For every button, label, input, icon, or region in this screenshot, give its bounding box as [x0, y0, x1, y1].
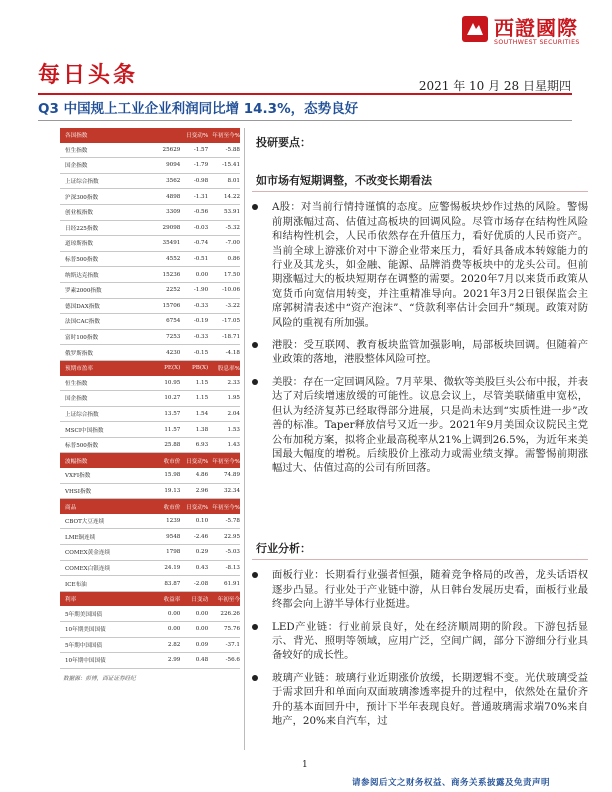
table-cell: -10.06 [222, 287, 240, 294]
table-row [60, 653, 240, 669]
table-row [60, 143, 240, 159]
doc-title: 每日头条 [38, 63, 139, 88]
table-cell: 富时100指数 [65, 335, 99, 342]
table-cell: 上证综合指数 [65, 179, 99, 186]
table-cell: 1239 [166, 518, 181, 525]
header-cell: 日变动% [186, 133, 209, 140]
table-section-header [60, 128, 240, 143]
table-row [60, 545, 240, 561]
table-cell: 道琼斯指数 [65, 241, 93, 248]
table-cell: 1.38 [195, 426, 209, 433]
table-cell: 2.04 [227, 410, 240, 417]
header-cell: 年初至今% [212, 504, 240, 511]
table-cell: 25.88 [164, 442, 181, 449]
table-cell: 5年期中国国债 [65, 642, 103, 649]
bullet-text: 美股：存在一定回调风险。7月苹果、微软等美股巨头公布中报，并表达了对后续增速放缓的可能性。议息会议上，尽管美联储重申宽松，但认为经济复苏已经取得部分进展，只是尚未达到“实质性进一步”改善的标准。Taper释放信号又近一步。2021年9月美国众议院民主党公布加税方案，拟将企业最高税率从21%上调到26.5%，为近年来美国最大幅度的增税。后续股价上涨动力或需业绩支撑。需警惕前期涨幅过大、估值过高的公司有所回落。 [272, 375, 588, 475]
table-cell: LME铜连续 [65, 534, 96, 541]
table-cell: 2.33 [227, 379, 240, 386]
table-cell: 0.48 [195, 657, 209, 664]
table-cell: -0.19 [193, 318, 209, 325]
table-cell: 0.00 [167, 610, 181, 617]
table-cell: 标普500指数 [65, 443, 99, 450]
table-cell: 15236 [162, 271, 181, 278]
bullet-item [252, 568, 588, 611]
table-cell: -1.79 [193, 162, 209, 169]
table-cell: 15706 [162, 302, 181, 309]
table-cell: 0.10 [195, 518, 209, 525]
table-section-header [60, 499, 240, 514]
table-cell: 11.57 [164, 426, 181, 433]
brand-logo [462, 12, 602, 60]
table-cell: 61.91 [223, 580, 240, 587]
table-cell: 3309 [166, 209, 181, 216]
table-row [60, 174, 240, 190]
header-cell: 日变动 [191, 597, 209, 604]
headline: Q3 中国规上工业企业利润同比增 14.3%，态势良好 [38, 101, 359, 117]
table-cell: 5年期美国国债 [65, 611, 103, 618]
table-cell: CBOT大豆连续 [65, 519, 105, 526]
header-rule [38, 93, 572, 95]
table-cell: 19.13 [164, 487, 181, 494]
table-cell: -37.1 [225, 641, 240, 648]
table-row [60, 236, 240, 252]
table-cell: 0.00 [195, 610, 209, 617]
bullet-item [252, 671, 588, 729]
table-cell: 4.86 [195, 472, 209, 479]
table-source: 数据源：彭博，西证证券经纪 [63, 675, 136, 682]
table-row [60, 561, 240, 577]
table-cell: 1.15 [195, 395, 209, 402]
header-cell: 日变动% [186, 504, 209, 511]
table-cell: 53.91 [223, 209, 240, 216]
table-cell: 8.01 [227, 178, 240, 185]
table-cell: 1798 [166, 549, 181, 556]
table-row [60, 205, 240, 221]
header-cell: 年初至今 [217, 597, 240, 604]
industry-list [252, 568, 588, 728]
table-row [60, 606, 240, 622]
table-cell: 75.76 [223, 626, 240, 633]
table-cell: 0.00 [195, 271, 209, 278]
table-cell: 10年期美国国债 [65, 627, 106, 634]
table-cell: 22.95 [223, 533, 240, 540]
table-cell: 日经225指数 [65, 225, 99, 232]
table-cell: COMEX白银连续 [65, 565, 111, 572]
table-row [60, 529, 240, 545]
header-cell: PB(X) [191, 365, 209, 372]
table-cell: 24.19 [164, 564, 181, 571]
market-list [252, 200, 588, 475]
table-cell: 35491 [162, 240, 181, 247]
market-title: 如市场有短期调整，不改变长期看法 [256, 174, 432, 187]
invest-title: 投研要点： [256, 136, 311, 149]
bullet-text: A股：对当前行情持谨慎的态度。应警惕板块炒作过热的风险。警惕前期涨幅过高、估值过高板块的回调风险。尽管市场存在结构性风险和结构性机会，人民币依然存在升值压力，看好优质的人民币资产。当前全球上游涨价对中下游企业带来压力，看好具备成本转嫁能力的行业及其龙头，如金融、能源、品牌消费等板块中的龙头公司。但前期涨幅过大的板块短期存在调整的需要。2020年7月以来货币政策从宽货币向宽信用转变，并注重精准导向。2021年3月2日银保监会主席郭树清表述中“资产泡沫”、“贷款利率估计会回升”频现。政策对防风险的重视有所加强。 [272, 201, 588, 329]
header-cell: 收市价 [163, 504, 181, 511]
table-cell: COMEX黄金连续 [65, 550, 111, 557]
table-cell: 4552 [166, 256, 181, 263]
header-cell: 利率 [65, 597, 77, 604]
report-date: 2021 年 10 月 28 日星期四 [418, 79, 571, 93]
table-cell: 2.99 [167, 657, 181, 664]
market-section [252, 174, 588, 484]
table-section-header [60, 361, 240, 376]
table-cell: 4230 [166, 349, 181, 356]
bullet-text: LED产业链：行业前景良好，处在经济顺周期的阶段。下游包括显示、背光、照明等领域，应用广泛，空间广阔，部分下游细分行业具备较好的成长性。 [272, 620, 588, 662]
table-row [60, 622, 240, 638]
table-row [60, 283, 240, 299]
table-section-header [60, 453, 240, 468]
table-cell: 沪深300指数 [65, 194, 99, 201]
table-row [60, 221, 240, 237]
table-cell: 10.27 [164, 395, 181, 402]
table-cell: 1.54 [195, 410, 209, 417]
header-cell: 日变动% [186, 458, 209, 465]
table-row [60, 158, 240, 174]
table-cell: 2.82 [167, 641, 181, 648]
bullet-text: 面板行业：长期看行业强者恒强，随着竞争格局的改善，龙头话语权逐步凸显。行业处于产业链中游，从日韩台发展历史看，面板行业最终都会向上游半导体行业挺进。 [272, 569, 588, 611]
table-cell: ICE布油 [65, 581, 87, 588]
table-cell: -3.22 [225, 302, 240, 309]
table-cell: 罗素2000指数 [65, 288, 102, 295]
table-row [60, 267, 240, 283]
table-cell: -5.78 [225, 518, 240, 525]
header-cell: 收市价 [163, 458, 181, 465]
table-row [60, 638, 240, 654]
table-cell: 国企指数 [65, 396, 88, 403]
logo-mark-icon [462, 16, 488, 42]
table-cell: -18.71 [222, 334, 240, 341]
bullet-item [252, 338, 588, 367]
table-cell: 法国CAC指数 [65, 319, 100, 326]
header-cell: 年初至今% [212, 458, 240, 465]
bullet-icon [252, 675, 258, 681]
table-cell: 2.96 [195, 487, 209, 494]
table-row [60, 299, 240, 315]
table-cell: 1.43 [227, 442, 240, 449]
table-row [60, 189, 240, 205]
table-cell: 9094 [166, 162, 181, 169]
table-cell: 1.95 [227, 395, 240, 402]
industry-title: 行业分析： [256, 542, 311, 555]
table-cell: 1.53 [227, 426, 240, 433]
bullet-text: 港股：受互联网、教育板块监管加强影响，局部板块回调。但随着产业政策的落地，港股整体风险可控。 [272, 339, 588, 366]
table-cell: 226.26 [220, 610, 240, 617]
footer-disclaimer: 请参阅后文之财务权益、商务关系披露及免责声明 [352, 778, 551, 788]
bullet-item [252, 375, 588, 476]
table-cell: VHSI指数 [65, 488, 92, 495]
table-cell: 恒生指数 [65, 380, 88, 387]
table-cell: -5.03 [225, 549, 240, 556]
table-cell: 3562 [166, 178, 181, 185]
table-row [60, 345, 240, 361]
brand-name-en: SOUTHWEST SECURITIES [494, 39, 580, 46]
table-row [60, 330, 240, 346]
table-cell: -0.51 [193, 256, 209, 263]
section-rule [252, 559, 588, 560]
table-cell: 上证综合指数 [65, 411, 99, 418]
table-cell: 纳斯达克指数 [65, 272, 99, 279]
table-cell: -2.08 [193, 580, 209, 587]
table-cell: 0.00 [195, 626, 209, 633]
table-cell: -0.98 [193, 178, 209, 185]
table-cell: -0.33 [193, 302, 209, 309]
table-cell: 7253 [166, 334, 181, 341]
table-row [60, 422, 240, 438]
table-cell: -15.41 [222, 162, 240, 169]
table-cell: 2252 [166, 287, 181, 294]
table-cell: -17.05 [222, 318, 240, 325]
table-cell: 74.89 [223, 472, 240, 479]
table-cell: 4898 [166, 193, 181, 200]
table-cell: -5.32 [225, 224, 240, 231]
headline-rule [38, 120, 572, 121]
table-cell: 0.00 [167, 626, 181, 633]
header-cell: 收益率 [163, 597, 181, 604]
table-row [60, 576, 240, 592]
table-cell: -0.74 [193, 240, 209, 247]
table-row [60, 314, 240, 330]
table-cell: -4.18 [225, 349, 240, 356]
bullet-icon [252, 624, 258, 630]
table-row [60, 376, 240, 392]
table-cell: -0.15 [193, 349, 209, 356]
section-rule [252, 191, 588, 192]
table-cell: 恒生指数 [65, 147, 88, 154]
table-cell: -1.57 [193, 146, 209, 153]
table-cell: -0.03 [193, 224, 209, 231]
table-cell: 10.95 [164, 379, 181, 386]
table-cell: 9548 [166, 533, 181, 540]
table-cell: 创业板指数 [65, 210, 93, 217]
table-cell: 25629 [162, 146, 181, 153]
table-cell: 14.22 [223, 193, 240, 200]
header-cell: 预期市盈率 [65, 366, 93, 373]
table-row [60, 252, 240, 268]
industry-section [252, 542, 588, 736]
table-cell: -0.33 [193, 334, 209, 341]
table-row [60, 514, 240, 530]
table-cell: 83.87 [164, 580, 181, 587]
table-cell: MSCI中国指数 [65, 427, 104, 434]
table-row [60, 484, 240, 500]
table-row [60, 438, 240, 454]
table-cell: 13.57 [164, 410, 181, 417]
bullet-item [252, 200, 588, 330]
table-row [60, 407, 240, 423]
table-section-header [60, 592, 240, 607]
table-cell: -0.56 [193, 209, 209, 216]
market-data-table [60, 128, 240, 682]
bullet-text: 玻璃产业链：玻璃行业近期涨价放缓，长期逻辑不变。光伏玻璃受益于需求回升和单面向双面玻璃渗透率提升的过程中，依然处在量价齐升的基本面回升中，预计下半年表现良好。普通玻璃需求端70%来自地产，20%来自汽车，过 [272, 671, 588, 728]
header-cell: 波幅指数 [65, 458, 88, 465]
table-cell: 标普500指数 [65, 257, 99, 264]
table-cell: 6754 [166, 318, 181, 325]
header-cell: 年初至今% [212, 133, 240, 140]
table-row [60, 468, 240, 484]
table-cell: 俄罗斯指数 [65, 350, 93, 357]
bullet-icon [252, 379, 258, 385]
table-cell: 10年期中国国债 [65, 658, 106, 665]
table-cell: -7.00 [225, 240, 240, 247]
table-cell: 15.98 [164, 472, 181, 479]
table-cell: -1.90 [193, 287, 209, 294]
table-cell: 0.86 [227, 256, 240, 263]
table-cell: -56.6 [225, 657, 240, 664]
table-cell: 德国DAX指数 [65, 303, 100, 310]
page-number: 1 [302, 760, 308, 770]
table-cell: 0.29 [195, 549, 209, 556]
table-cell: -1.31 [193, 193, 209, 200]
table-row [60, 391, 240, 407]
table-cell: 32.34 [223, 487, 240, 494]
table-cell: 国企指数 [65, 163, 88, 170]
invest-title-wrap [252, 136, 588, 150]
table-cell: VXFI指数 [65, 473, 91, 480]
bullet-item [252, 620, 588, 663]
table-cell: 29098 [162, 224, 181, 231]
table-cell: 17.50 [223, 271, 240, 278]
brand-name-cn: 西證國際 [494, 16, 578, 40]
table-cell: -2.46 [193, 533, 209, 540]
header-cell: PE(X) [164, 365, 181, 372]
table-cell: 0.43 [195, 564, 209, 571]
table-cell: -8.13 [225, 564, 240, 571]
header-cell: 各国指数 [65, 133, 88, 140]
table-cell: 1.15 [195, 379, 209, 386]
table-cell: 6.93 [195, 442, 209, 449]
column-divider [244, 128, 245, 750]
table-cell: 0.09 [195, 641, 209, 648]
header-cell: 商品 [65, 504, 77, 511]
header-cell: 股息率% [217, 366, 240, 373]
table-cell: -5.88 [225, 146, 240, 153]
